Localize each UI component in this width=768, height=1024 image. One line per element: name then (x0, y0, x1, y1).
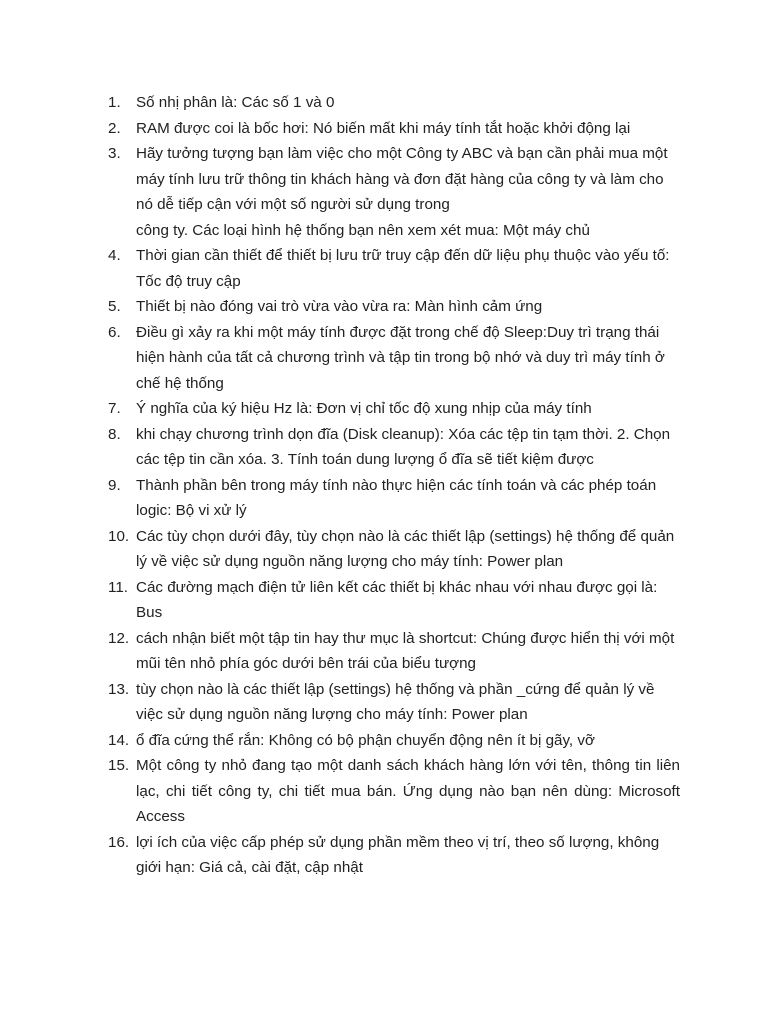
list-item-text: RAM được coi là bốc hơi: Nó biến mất khi máy tính tắt hoặc khởi động lại (136, 119, 631, 137)
list-item-text: tùy chọn nào là các thiết lập (settings) hệ thống và phần _cứng để quản lý về việc sử dụng nguồn năng lượng cho máy tính: Power plan (136, 680, 655, 723)
list-item (108, 141, 680, 243)
list-item-text: Hãy tưởng tượng bạn làm việc cho một Công ty ABC và bạn cần phải mua một máy tính lưu trữ thông tin khách hàng và đơn đặt hàng của công ty và làm cho nó dễ tiếp cận với một số người sử dụng trong công ty. Các loại hình hệ thống bạn nên xem xét mua: Một máy chủ (136, 145, 668, 239)
list-item (108, 320, 680, 397)
list-item-number: 13. (108, 680, 130, 698)
list-item-text: Ý nghĩa của ký hiệu Hz là: Đơn vị chỉ tốc độ xung nhịp của máy tính (136, 400, 592, 417)
list-item (108, 473, 680, 524)
list-item (108, 116, 680, 142)
list-item-text: Điều gì xảy ra khi một máy tính được đặt trong chế độ Sleep:Duy trì trạng thái hiện hành của tất cả chương trình và tập tin trong bộ nhớ và duy trì máy tính ở chế hệ thống (136, 323, 665, 392)
list-item (108, 294, 680, 320)
list-item-text: Số nhị phân là: Các số 1 và 0 (136, 94, 335, 111)
list-item-number: 11. (108, 578, 128, 596)
list-item (108, 243, 680, 294)
list-item (108, 90, 680, 116)
list-item (108, 575, 680, 626)
list-item-number: 9. (108, 476, 121, 494)
list-item-text: Thời gian cần thiết để thiết bị lưu trữ truy cập đến dữ liệu phụ thuộc vào yếu tố: Tốc độ truy cập (136, 247, 670, 290)
list-item-text: Thiết bị nào đóng vai trò vừa vào vừa ra: Màn hình cảm ứng (136, 298, 543, 315)
list-item-text: cách nhận biết một tập tin hay thư mục là shortcut: Chúng được hiển thị với một mũi tên nhỏ phía góc dưới bên trái của biểu tượng (136, 629, 675, 672)
list-item-number: 8. (108, 425, 121, 443)
list-item (108, 728, 680, 754)
list-item-text: lợi ích của việc cấp phép sử dụng phần mềm theo vị trí, theo số lượng, không giới hạn: Giá cả, cài đặt, cập nhật (136, 833, 660, 876)
list-item-number: 6. (108, 323, 121, 341)
list-item-number: 5. (108, 298, 121, 315)
list-item (108, 396, 680, 422)
list-item (108, 422, 680, 473)
list-item (108, 677, 680, 728)
list-item-number: 3. (108, 145, 121, 162)
list-item-text: ổ đĩa cứng thể rắn: Không có bộ phận chuyển động nên ít bị gãy, vỡ (136, 731, 595, 749)
list-item (108, 524, 680, 575)
list-item-text: Thành phần bên trong máy tính nào thực hiện các tính toán và các phép toán logic: Bộ vi xử lý (136, 476, 657, 519)
list-item (108, 830, 680, 881)
list-item-number: 15. (108, 757, 130, 774)
list-item-text: Một công ty nhỏ đang tạo một danh sách khách hàng lớn với tên, thông tin liên lạc, chi tiết công ty, chi tiết mua bán. Ứng dụng nào bạn nên dùng: Microsoft Access (136, 757, 680, 825)
list-item-number: 7. (108, 400, 121, 417)
list-item-text: Các đường mạch điện tử liên kết các thiết bị khác nhau với nhau được gọi là: Bus (136, 578, 658, 621)
list-item-number: 16. (108, 833, 130, 851)
list-item-number: 1. (108, 94, 121, 111)
list-item (108, 753, 680, 830)
list-item-number: 2. (108, 119, 121, 137)
list-item-number: 14. (108, 731, 130, 749)
list-item-number: 12. (108, 629, 130, 647)
list-item-number: 4. (108, 247, 121, 264)
list-item (108, 626, 680, 677)
list-item-text: khi chạy chương trình dọn đĩa (Disk cleanup): Xóa các tệp tin tạm thời. 2. Chọn các tệp tin cần xóa. 3. Tính toán dung lượng ổ đĩa sẽ tiết kiệm được (136, 425, 671, 468)
list-item-text: Các tùy chọn dưới đây, tùy chọn nào là các thiết lập (settings) hệ thống để quản lý về việc sử dụng nguồn năng lượng cho máy tính: Power plan (136, 527, 675, 570)
list-item-number: 10. (108, 527, 130, 545)
numbered-list (108, 90, 680, 881)
